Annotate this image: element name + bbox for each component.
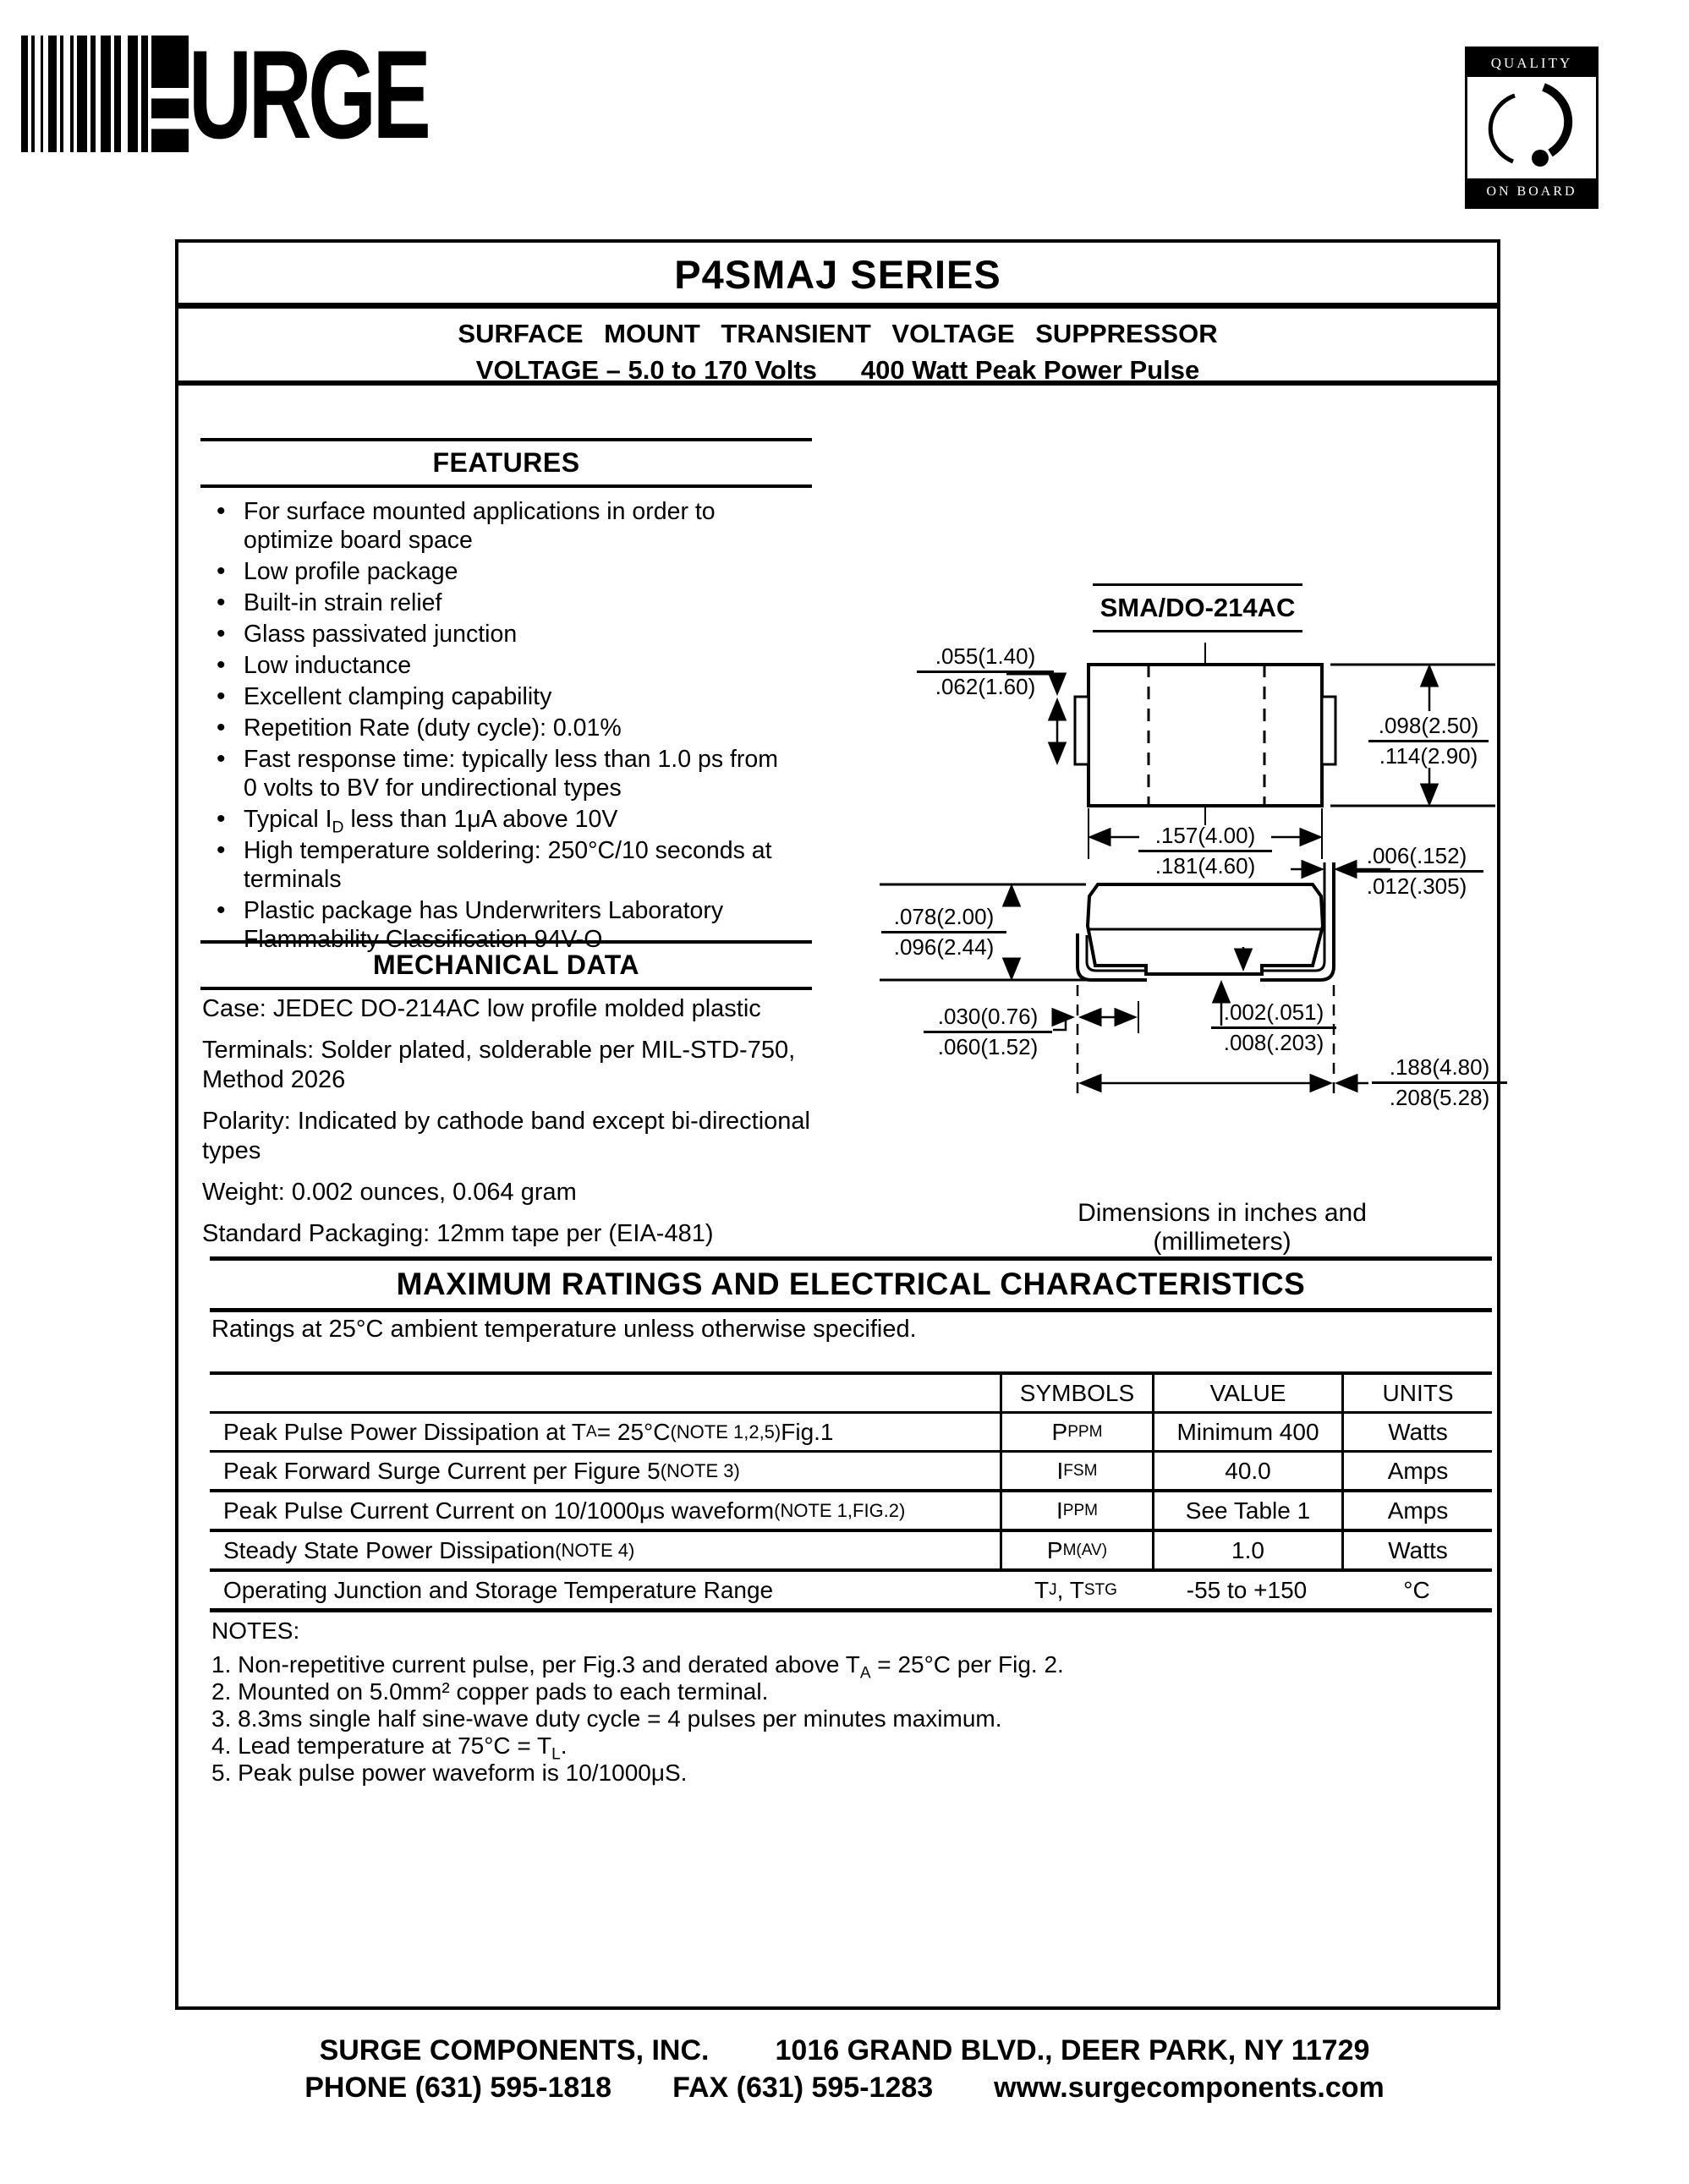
feature-item: • Plastic package has Underwriters Laboratory Flammability Classification 94V-O: [211, 896, 795, 954]
row-units: °C: [1403, 1576, 1430, 1603]
row-units: Watts: [1341, 1532, 1492, 1568]
subtitle-voltage-range: VOLTAGE – 5.0 to 170 Volts: [475, 355, 817, 385]
feature-item: • Low profile package: [211, 557, 795, 586]
row-value: Minimum 400: [1152, 1414, 1341, 1450]
row-description: Steady State Power Dissipation (NOTE 4): [223, 1536, 635, 1563]
mech-polarity: Polarity: Indicated by cathode band except bi-directional types: [202, 1108, 810, 1164]
note-item: 2. Mounted on 5.0mm² copper pads to each terminal.: [211, 1678, 769, 1705]
row-symbol: I FSM: [1000, 1453, 1152, 1489]
quality-badge-bottom-label: ON BOARD: [1467, 178, 1596, 206]
ratings-condition: Ratings at 25°C ambient temperature unless otherwise specified.: [211, 1316, 917, 1343]
row-value: 1.0: [1152, 1532, 1341, 1568]
logo-letter-block-icon: [151, 36, 189, 152]
footer-phone: PHONE (631) 595-1818: [304, 2072, 612, 2104]
quality-badge-top-label: QUALITY: [1467, 49, 1596, 77]
notes-heading: NOTES:: [211, 1617, 300, 1644]
row-description: Peak Pulse Power Dissipation at T A = 25°C (NOTE 1,2,5) Fig.1: [223, 1418, 834, 1445]
row-units: Amps: [1341, 1492, 1492, 1529]
dim-body-thickness: .078(2.00) .096(2.44): [881, 905, 1006, 960]
row-value: 40.0: [1152, 1453, 1341, 1489]
header-symbols: SYMBOLS: [1000, 1375, 1152, 1411]
row-units: Watts: [1341, 1414, 1492, 1450]
table-header-row: [210, 1375, 1492, 1411]
footer-line1: [0, 2034, 1689, 2067]
mechanical-data-text: [202, 994, 835, 1261]
dimensions-caption: Dimensions in inches and (millimeters): [1078, 1199, 1367, 1256]
note-item: 4. Lead temperature at $75^\circ C = T_L$.: [211, 1732, 568, 1764]
ratings-table: [210, 1371, 1492, 1612]
feature-item: • Fast response time: typically less than 1.0 ps from 0 volts to BV for undirectional types: [211, 745, 795, 802]
row-description: Operating Junction and Storage Temperature Range: [223, 1576, 774, 1603]
max-ratings-heading: MAXIMUM RATINGS AND ELECTRICAL CHARACTERISTICS: [210, 1256, 1492, 1312]
mech-case: Case: JEDEC DO-214AC low profile molded plastic: [202, 995, 761, 1022]
subtitle-power: 400 Watt Peak Power Pulse: [860, 355, 1200, 385]
dim-overall-width: .188(4.80) .208(5.28): [1372, 1055, 1507, 1110]
page-title: P4SMAJ SERIES: [674, 252, 1001, 297]
feature-item: • Built-in strain relief: [211, 588, 795, 617]
header-value: VALUE: [1152, 1375, 1341, 1411]
dim-body-width: .157(4.00) .181(4.60): [1138, 824, 1272, 879]
feature-item: • Repetition Rate (duty cycle): 0.01%: [211, 714, 795, 742]
row-symbol: I PPM: [1000, 1492, 1152, 1529]
footer-website: www.surgecomponents.com: [994, 2072, 1385, 2104]
mech-packaging: Standard Packaging: 12mm tape per (EIA-481): [202, 1220, 714, 1247]
table-row: [210, 1411, 1492, 1450]
footer-line2: [0, 2072, 1689, 2105]
features-heading: FEATURES: [200, 438, 812, 488]
dim-tab-width: .055(1.40) .062(1.60): [917, 644, 1054, 699]
feature-item: • Excellent clamping capability: [211, 682, 795, 711]
row-units: Amps: [1341, 1453, 1492, 1489]
footer-address: 1016 GRAND BLVD., DEER PARK, NY 11729: [775, 2034, 1370, 2066]
row-value: -55 to +150: [1186, 1576, 1308, 1603]
note-item: 5. Peak pulse power waveform is 10/1000μS.: [211, 1760, 688, 1786]
feature-item: • Glass passivated junction: [211, 620, 795, 649]
subtitle-bar: [178, 315, 1497, 386]
note-item: 1. Non-repetitive current pulse, per Fig.3 and derated above $T_A = 25^\circ C$ per Fig. 2.: [211, 1651, 1064, 1683]
quality-badge: [1465, 47, 1599, 209]
row-description: Peak Forward Surge Current per Figure 5 (NOTE 3): [223, 1457, 740, 1484]
row-symbol: P M(AV): [1000, 1532, 1152, 1568]
footer-fax: FAX (631) 595-1283: [672, 2072, 934, 2104]
header-description: [210, 1375, 1000, 1411]
table-row: [210, 1450, 1492, 1489]
feature-item: • Typical $I_D$ less than 1μA above 10V: [211, 805, 795, 834]
features-list: [211, 497, 795, 956]
row-description: Peak Pulse Current Current on 10/1000μs waveform (NOTE 1,FIG.2): [223, 1497, 906, 1524]
dim-foot-length: .030(0.76) .060(1.52): [924, 1004, 1052, 1059]
feature-item: • For surface mounted applications in order to optimize board space: [211, 497, 795, 555]
mech-weight: Weight: 0.002 ounces, 0.064 gram: [202, 1179, 577, 1206]
logo-text: URGE: [189, 25, 428, 166]
note-item: 3. 8.3ms single half sine-wave duty cycle = 4 pulses per minutes maximum.: [211, 1705, 1002, 1732]
dim-lead-thickness: .006(.152) .012(.305): [1350, 844, 1483, 899]
notes-section: [211, 1618, 1064, 1787]
mechanical-data-heading: MECHANICAL DATA: [200, 940, 812, 990]
mech-terminals: Terminals: Solder plated, solderable per MIL-STD-750, Method 2026: [202, 1037, 796, 1093]
row-value: See Table 1: [1152, 1492, 1341, 1529]
table-row: [210, 1568, 1492, 1608]
quality-badge-swoosh: [1467, 77, 1596, 178]
feature-item: • Low inductance: [211, 651, 795, 680]
subtitle-line2: [178, 355, 1497, 386]
swoosh-q-icon: [1467, 77, 1593, 177]
dim-standoff: .002(.051) .008(.203): [1211, 1000, 1336, 1055]
surge-logo: [21, 25, 460, 166]
row-symbol: T J , T STG: [1034, 1576, 1117, 1603]
feature-item: • High temperature soldering: 250°C/10 seconds at terminals: [211, 836, 795, 894]
footer-company: SURGE COMPONENTS, INC.: [319, 2034, 710, 2066]
table-row: [210, 1529, 1492, 1568]
header-units: UNITS: [1341, 1375, 1492, 1411]
package-name-label: SMA/DO-214AC: [1093, 583, 1302, 632]
row-symbol: P PPM: [1000, 1414, 1152, 1450]
subtitle-line1: SURFACE MOUNT TRANSIENT VOLTAGE SUPPRESSOR: [458, 319, 1218, 348]
barcode-stripes-icon: [21, 36, 148, 152]
title-bar: [178, 243, 1497, 309]
package-diagram-area: [880, 558, 1512, 1256]
table-row: [210, 1489, 1492, 1529]
dim-body-height-topview: .098(2.50) .114(2.90): [1368, 714, 1489, 769]
